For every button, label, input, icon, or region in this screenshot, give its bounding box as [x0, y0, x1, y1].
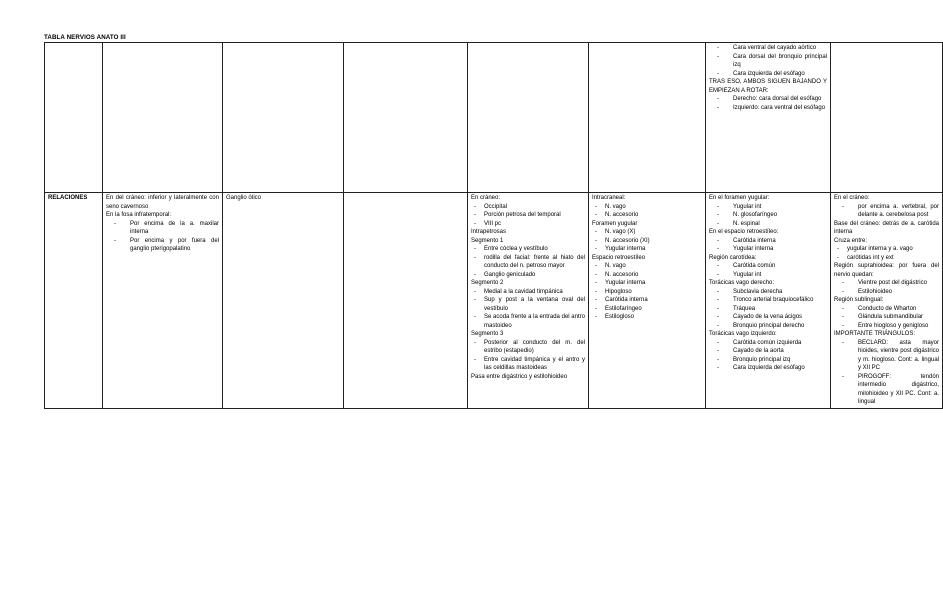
list-vago-4: [709, 288, 827, 331]
list-item: - Yugular interna: [709, 245, 827, 254]
cell-text: Base del cráneo: detrás de a. carótida interna: [834, 220, 939, 235]
list-top-vago-1: [709, 44, 827, 78]
cell-heading: Cruza entre:: [834, 237, 868, 244]
list-item: - Bronquio principal izq: [709, 356, 827, 365]
list-item: - N. vago: [592, 203, 702, 212]
cell-relaciones-3: [223, 193, 344, 409]
list-item: - BECLARD: asta mayor hioides, vientre post digástrico y m. hiogloso. Cont: a. lingual y XII PC: [834, 339, 939, 373]
list-item: - por encima a. vertebral, por delante a. cerebelosa post: [834, 203, 939, 220]
list-facial-4: [471, 339, 585, 373]
list-glosofaringeo-1: [592, 203, 702, 220]
list-item: - Estilogloso: [592, 313, 702, 322]
cell-relaciones-2: [103, 193, 223, 409]
list-item: - PIROGOFF: tendón intermedio digástrico, milohioideo y XII PC. Cont: a. lingual: [834, 373, 939, 407]
list-item: - Se acoda frente a la entrada del antro mastoideo: [471, 313, 585, 330]
cell-heading: Espacio retroestíleo: [592, 254, 646, 261]
list-item: - Carótida común izquierda: [709, 339, 827, 348]
list-item: - Cara ventral del cayado aórtico: [709, 44, 827, 53]
cell-top-5: [468, 43, 589, 193]
document-title: TABLA NERVIOS ANATO III: [44, 34, 126, 41]
list-item: - Carótida común: [709, 262, 827, 271]
cell-heading: Torácicas vago derecho:: [709, 280, 775, 286]
cell-text: Ganglio ótico: [226, 195, 262, 201]
cell-relaciones-glosofaringeo: [589, 193, 706, 409]
list-item: - Posterior al conducto del m. del estribo (estapedio): [471, 339, 585, 356]
cell-relaciones-facial: [468, 193, 589, 409]
list-hipogloso-3: [834, 245, 939, 262]
cell-top-3: [223, 43, 344, 193]
list-facial-2: [471, 245, 585, 279]
cell-relaciones-vago: [706, 193, 831, 409]
cell-heading: Intracraneal:: [592, 195, 626, 201]
nerves-table: [44, 42, 943, 409]
list-item: - N. accesorio: [592, 271, 702, 280]
list-item: - Subclavia derecha: [709, 288, 827, 297]
list-item: - Conducto de Wharton: [834, 305, 939, 314]
list-item: - Yugular interna: [592, 279, 702, 288]
list-item: - N. vago: [592, 262, 702, 271]
list-item: - N. accesorio (XI): [592, 237, 702, 246]
list-item: - Estilohioideo: [834, 288, 939, 297]
cell-relaciones-4: [344, 193, 468, 409]
list-item: - Yugular interna: [592, 245, 702, 254]
list-item: - Bronquio principal derecho: [709, 322, 827, 331]
list-item: - Por encima de la a. maxilar interna: [106, 220, 219, 237]
table-row-top: [45, 43, 943, 193]
list-item: - Yugular int: [709, 271, 827, 280]
list-item: - yugular interna y a. vago: [834, 245, 939, 254]
list-item: - Estilofaríngeo: [592, 305, 702, 314]
list-item: - Carótida interna: [592, 296, 702, 305]
cell-top-6: [589, 43, 706, 193]
cell-heading: En el foramen yugular:: [709, 195, 770, 201]
cell-heading: Región carotídea:: [709, 254, 757, 261]
cell-text: En del cráneo: inferior y lateralmente con seno cavernoso: [106, 195, 219, 210]
list-item: - Tráquea: [709, 305, 827, 314]
list-item: - N. accesorio: [592, 211, 702, 220]
cell-heading: En el espacio retroestíleo:: [709, 229, 779, 235]
list-item: - Hipogloso: [592, 288, 702, 297]
list-item: - N. glosofaríngeo: [709, 211, 827, 220]
list-item: - N. vago (X): [592, 228, 702, 237]
list-item: - rodilla del facial: frente al hiato del conducto del n. petroso mayor: [471, 254, 585, 271]
cell-relaciones-hipogloso: [831, 193, 943, 409]
list-item: - Medial a la cavidad timpánica: [471, 288, 585, 297]
cell-top-1: [45, 43, 103, 193]
list-facial-1: [471, 203, 585, 229]
cell-top-4: [344, 43, 468, 193]
list-item: - Por encima y por fuera del ganglio pterigopalatino: [106, 237, 219, 254]
list-item: - Entre cavidad timpánica y el antro y las celdillas mastoideas: [471, 356, 585, 373]
list-item: - Glándula submandibular: [834, 313, 939, 322]
cell-heading: Torácicas vago izquierdo:: [709, 331, 777, 337]
cell-heading: Foramen yugular: [592, 220, 638, 227]
list-item: - Cara izquierda del esófago: [709, 364, 827, 373]
list-item: - Occipital: [471, 203, 585, 212]
list-vago-2: [709, 237, 827, 254]
list-item: - N. espinal: [709, 220, 827, 229]
list-item: - Cayado de la aorta: [709, 347, 827, 356]
list-item: - Yugular int: [709, 203, 827, 212]
list-infratemporal: [106, 220, 219, 254]
list-hipogloso-6: [834, 339, 939, 407]
cell-heading: Segmento 2: [471, 280, 504, 286]
cell-heading: Segmento 3: [471, 331, 504, 337]
list-facial-3: [471, 288, 585, 331]
list-item: - Porción petrosa del temporal: [471, 211, 585, 220]
list-hipogloso-5: [834, 305, 939, 331]
list-top-vago-2: [709, 95, 827, 112]
list-item: - Izquierdo: cara ventral del esófago: [709, 104, 827, 113]
table-row-relaciones: [45, 193, 943, 409]
list-glosofaringeo-3: [592, 262, 702, 322]
list-item: - Entre hiogloso y genigloso: [834, 322, 939, 331]
list-item: - Vientre post del digástrico: [834, 279, 939, 288]
list-item: - Derecho: cara dorsal del esófago: [709, 95, 827, 104]
cell-top-2: [103, 43, 223, 193]
list-vago-3: [709, 262, 827, 279]
cell-heading: Segmento 1: [471, 237, 504, 244]
cell-heading: Región sublingual:: [834, 297, 884, 303]
list-item: - carótidas int y ext: [834, 254, 939, 263]
list-item: - Entre cóclea y vestíbulo: [471, 245, 585, 254]
list-hipogloso-4: [834, 279, 939, 296]
cell-heading: En cráneo:: [471, 195, 501, 201]
list-vago-1: [709, 203, 827, 229]
cell-text: Pasa entre digástrico y estilohioideo: [471, 373, 568, 380]
list-item: - Tronco arterial braquiocefálico: [709, 296, 827, 305]
cell-top-vago: [706, 43, 831, 193]
list-item: - Cara izquierda del esófago: [709, 70, 827, 79]
cell-text: En la fosa infratemporal:: [106, 212, 172, 218]
list-item: - Cara dorsal del bronquio principal izq: [709, 53, 827, 70]
row-label-relaciones: RELACIONES: [45, 193, 103, 409]
cell-heading: Intrapetrosas: [471, 229, 507, 235]
list-item: - Ganglio geniculado: [471, 271, 585, 280]
list-glosofaringeo-2: [592, 228, 702, 254]
list-item: - VIII pc: [471, 220, 585, 229]
cell-heading: En el cráneo:: [834, 195, 870, 201]
list-item: - Sup y post a la ventana oval del vestíbulo: [471, 296, 585, 313]
list-item: - Carótida interna: [709, 237, 827, 246]
list-vago-5: [709, 339, 827, 373]
cell-text: Región suprahioidea: por fuera del nervio quedan:: [834, 263, 939, 278]
rotation-note: TRAS ESO, AMBOS SIGUEN BAJANDO Y EMPIEZAN A ROTAR:: [709, 79, 827, 94]
cell-top-8: [831, 43, 943, 193]
cell-heading: IMPORTANTE TRIÁNGULOS:: [834, 331, 916, 337]
list-item: - Cayado de la vena ácigos: [709, 313, 827, 322]
list-hipogloso-1: [834, 203, 939, 220]
